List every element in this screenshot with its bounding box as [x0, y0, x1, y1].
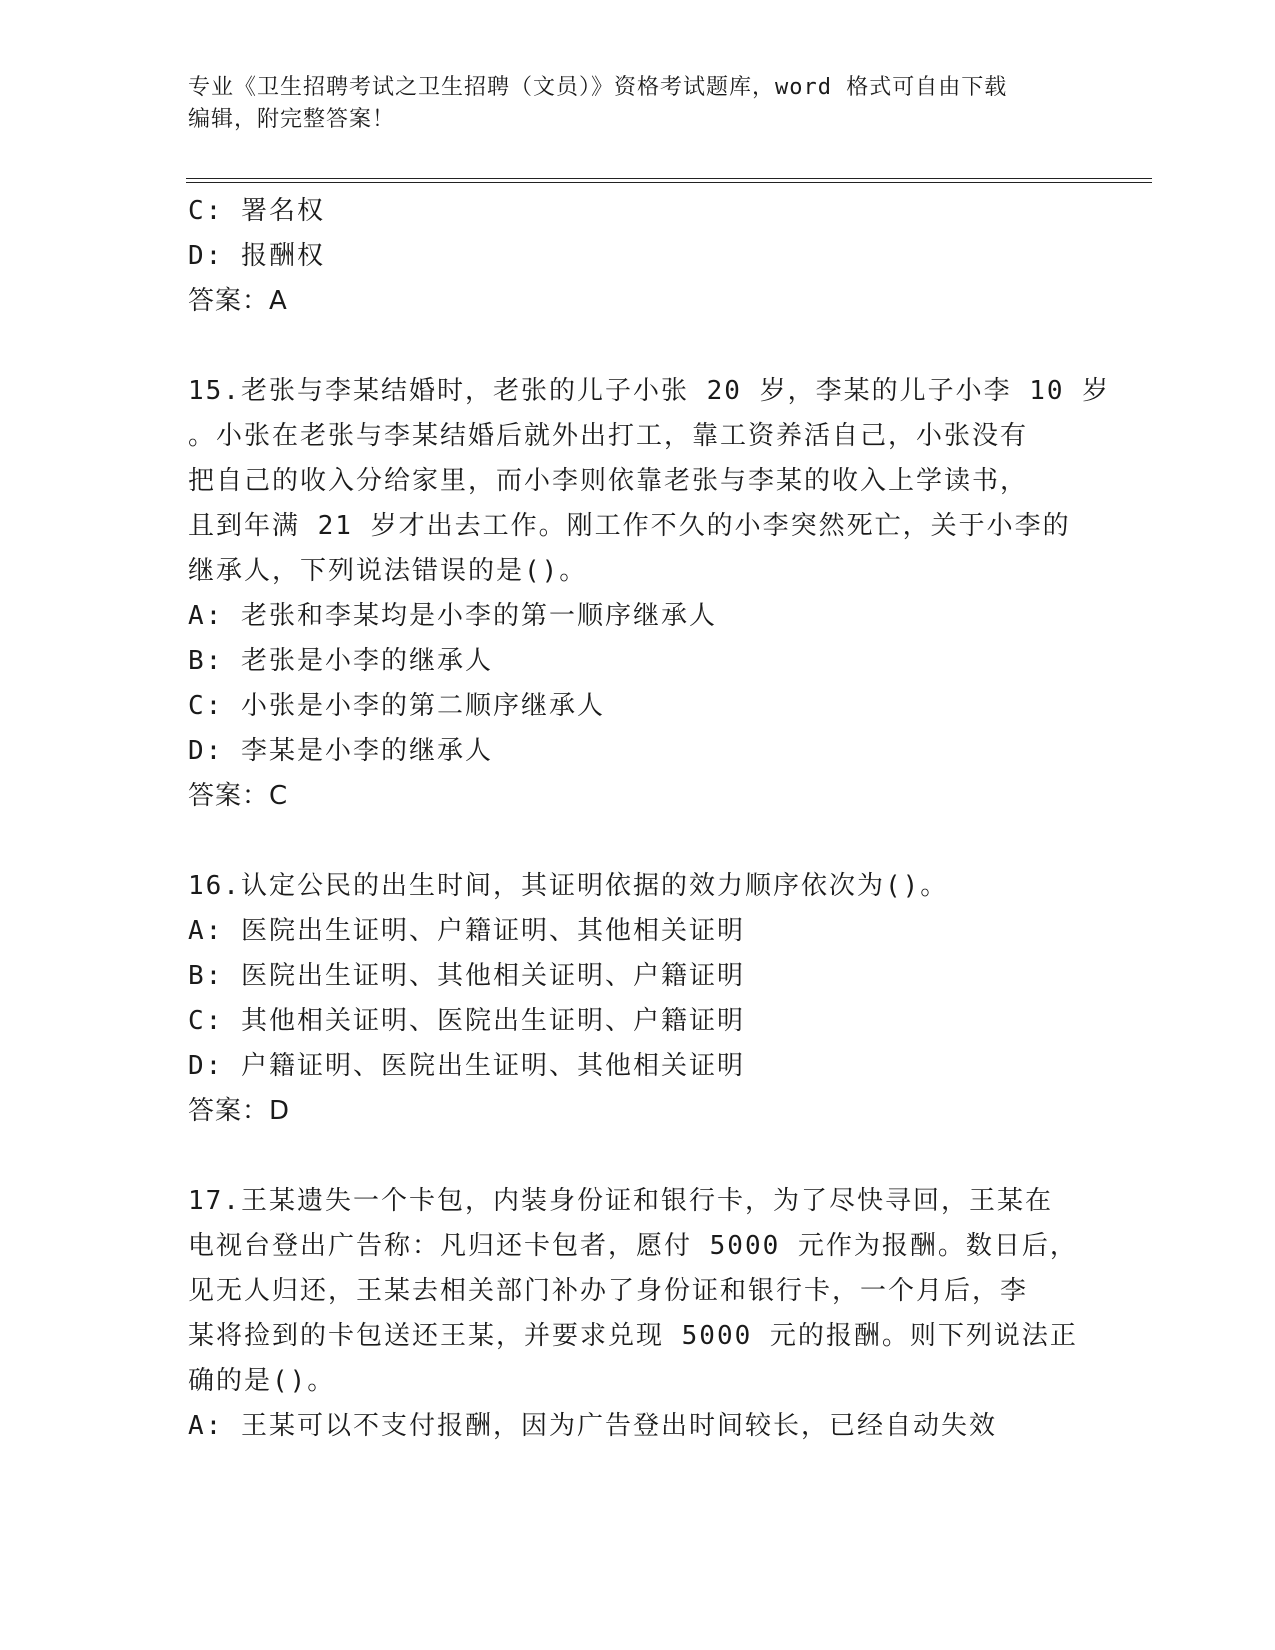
option-c: C: 小张是小李的第二顺序继承人	[188, 691, 605, 721]
option-a: A: 王某可以不支付报酬，因为广告登出时间较长，已经自动失效	[188, 1411, 997, 1441]
question-stem-line: 把自己的收入分给家里，而小李则依靠老张与李某的收入上学读书，	[188, 466, 1029, 496]
question-14	[188, 189, 1088, 324]
question-stem-line: 见无人归还，王某去相关部门补办了身份证和银行卡，一个月后，李	[188, 1276, 1029, 1306]
answer-line: 答案：D	[188, 1096, 291, 1126]
question-stem-line: 。小张在老张与李某结婚后就外出打工，靠工资养活自己，小张没有	[188, 421, 1029, 451]
question-17	[188, 1179, 1088, 1449]
option-b: B: 老张是小李的继承人	[188, 646, 493, 676]
answer-line: 答案：A	[188, 286, 288, 316]
option-d: D: 李某是小李的继承人	[188, 736, 493, 766]
spacer	[188, 324, 1088, 369]
question-15	[188, 369, 1111, 819]
option-b: B: 医院出生证明、其他相关证明、户籍证明	[188, 961, 745, 991]
spacer	[188, 819, 1088, 864]
question-stem-line: 电视台登出广告称：凡归还卡包者，愿付 5000 元作为报酬。数日后，	[188, 1231, 1078, 1261]
question-stem-line: 且到年满 21 岁才出去工作。刚工作不久的小李突然死亡，关于小李的	[188, 511, 1071, 541]
header-divider-bottom	[186, 182, 1152, 183]
question-stem-line: 继承人，下列说法错误的是()。	[188, 556, 588, 586]
option-c: C: 其他相关证明、医院出生证明、户籍证明	[188, 1006, 745, 1036]
document-header	[188, 72, 1068, 136]
header-divider-top	[186, 178, 1152, 179]
answer-line: 答案：C	[188, 781, 289, 811]
option-a: A: 医院出生证明、户籍证明、其他相关证明	[188, 916, 745, 946]
question-16	[188, 864, 1088, 1134]
option-d: D: 户籍证明、医院出生证明、其他相关证明	[188, 1051, 745, 1081]
question-stem-line: 某将捡到的卡包送还王某，并要求兑现 5000 元的报酬。则下列说法正	[188, 1321, 1078, 1351]
question-stem-line: 确的是()。	[188, 1366, 336, 1396]
question-stem-line: 17.王某遗失一个卡包，内装身份证和银行卡，为了尽快寻回，王某在	[188, 1186, 1053, 1216]
question-stem-line: 15.老张与李某结婚时，老张的儿子小张 20 岁，李某的儿子小李 10 岁	[188, 376, 1111, 406]
spacer	[188, 1134, 1088, 1179]
question-stem-line: 16.认定公民的出生时间，其证明依据的效力顺序依次为()。	[188, 871, 949, 901]
option-a: A: 老张和李某均是小李的第一顺序继承人	[188, 601, 717, 631]
option-d: D: 报酬权	[188, 241, 325, 271]
question-content	[188, 189, 1111, 1449]
header-line-1: 专业《卫生招聘考试之卫生招聘（文员）》资格考试题库，word 格式可自由下载	[188, 75, 1008, 100]
header-line-2: 编辑，附完整答案！	[188, 107, 396, 132]
option-c: C: 署名权	[188, 196, 325, 226]
